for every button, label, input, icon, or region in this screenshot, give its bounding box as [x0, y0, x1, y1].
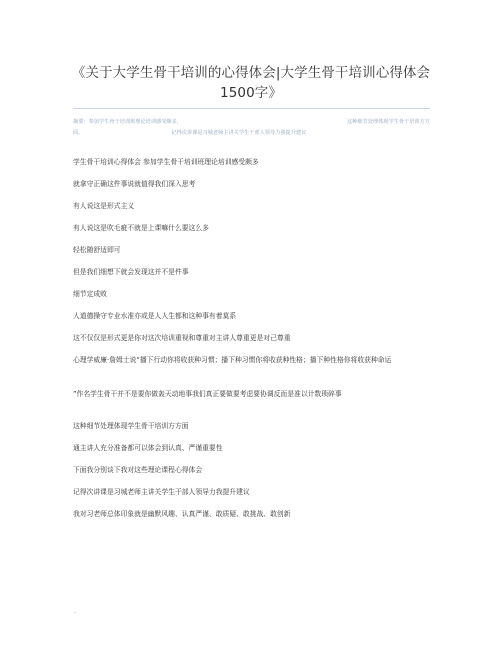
paragraph: 有人说这是形式主义 [73, 202, 135, 210]
summary-line-2 [73, 128, 430, 139]
paragraph: 人道德操守专业水准亦或是人人生都和这种事有着莫系 [73, 312, 237, 320]
document-title: 《关于大学生骨干培训的心得体会|大学生骨干培训心得体会1500字》 [71, 65, 431, 101]
paragraph: 心理学威廉·詹姆士说“播下行动你将收获种习惯；播下种习惯你将收获种性格；播下种性格你将收获种命运 [73, 356, 392, 364]
paragraph: 轻松随舒适即可 [73, 246, 121, 254]
paragraph: 学生骨干培训心得体会 参加学生骨干培训班理论培训感受颇多 [73, 158, 259, 166]
paragraph: 记得次讲课是习城老师主讲关学生干部人领导力我提升建议 [73, 488, 250, 496]
paragraph: 就拿守正确这件事说就值得我们深入思考 [73, 180, 196, 188]
summary-text-2: 这种细节处理体现学生骨干培训方方 [346, 119, 430, 125]
title-divider [73, 108, 430, 109]
summary-text-3: 面。 [73, 130, 84, 136]
paragraph: 这种细节处理体现学生骨干培训方方面 [73, 422, 189, 430]
paragraph: 有人说这是吹毛疵不就是上课嘛什么要这么多 [73, 224, 209, 232]
paragraph: 我对习老师总体印象就是幽默风趣、认真严谨、敢质疑、敢挑战、敢创新 [73, 510, 291, 518]
paragraph: 通主讲人充分准备都可以体会到认真、严谨重要性 [73, 444, 223, 452]
paragraph: 细节定成败 [73, 290, 107, 298]
summary-line-1 [73, 117, 430, 128]
summary-text-4: 记得次讲课是习城老师主讲关学生干部人领导力我提升建议 [171, 130, 307, 136]
paragraph: ”作名学生骨干并不是要你做轰天动地事我们真正要做要考虑要协调反而是准以计数琐碎事 [73, 390, 342, 398]
summary-left [73, 117, 182, 128]
document-summary [73, 117, 430, 139]
paragraph: 但是我们细想下就会发现这并不是件事 [73, 268, 189, 276]
summary-text-1: 参加学生骨干培训班理论培训感受颇多， [88, 119, 182, 125]
paragraph: 下面我分别谈下我对这些理论课程心得体会 [73, 466, 203, 474]
page-mark: . [74, 608, 76, 615]
summary-label: 摘要： [73, 119, 89, 125]
paragraph: 这不仅仅是形式更是你对这次培训重视和尊重对主讲人尊重更是对己尊重 [73, 334, 291, 342]
